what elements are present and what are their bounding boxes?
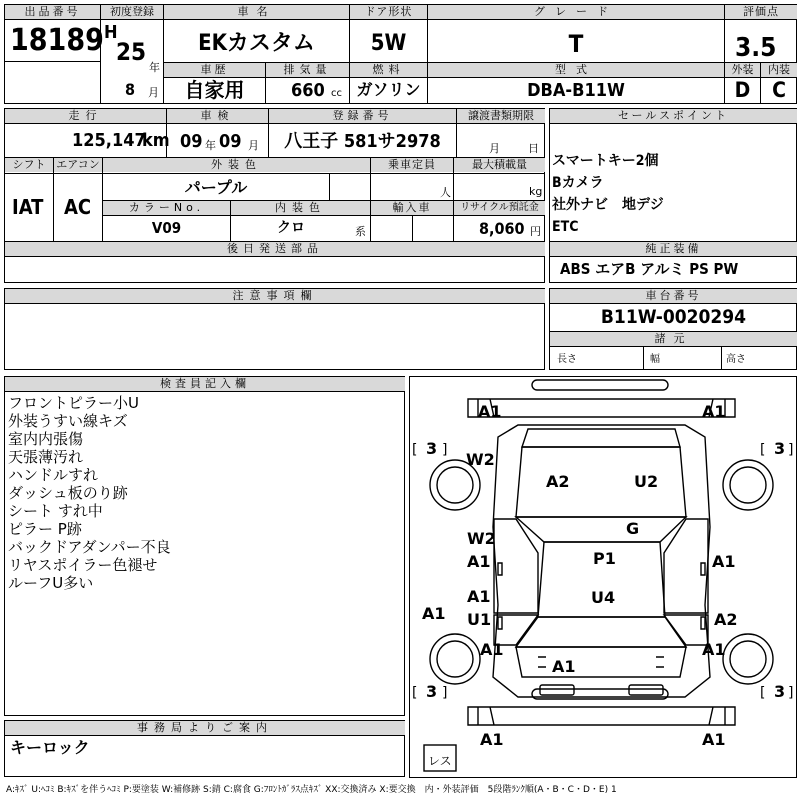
office-note: キーロック <box>10 738 90 757</box>
tail-lamp-left <box>540 685 574 695</box>
car-name: EKカスタム <box>198 31 315 56</box>
equipment: ABS エアB アルミ PS PW <box>560 260 739 278</box>
tire-front-right: 3 <box>774 439 786 458</box>
history: 自家用 <box>184 78 245 102</box>
dims-label: 諸元 <box>550 332 797 346</box>
rear-window <box>516 617 686 647</box>
tail-lamp-right <box>629 685 663 695</box>
tire-front-left: 3 <box>426 439 438 458</box>
mark-right-rear-a2: A2 <box>714 610 738 629</box>
notes-label: 注意事項欄 <box>5 289 545 303</box>
mark-front-right: A1 <box>702 402 726 421</box>
inspector-line: シート すれ中 <box>8 502 103 520</box>
interior-color-unit: 系 <box>355 225 366 238</box>
displacement-label: 排気量 <box>266 63 349 77</box>
inspector-line: 天張薄汚れ <box>8 448 84 466</box>
chassis-label: 車台番号 <box>550 289 797 303</box>
inspector-line: ダッシュ板のり跡 <box>8 484 128 502</box>
tire-bracket-left: [ <box>760 685 766 701</box>
interior-color-label: 内装色 <box>231 201 370 215</box>
color-number: V09 <box>151 219 182 237</box>
inspector-label: 検査員記入欄 <box>5 377 405 391</box>
sales-point-3: 社外ナビ 地デジ <box>552 197 664 213</box>
interior-grade: C <box>772 78 786 102</box>
inspector-line: ルーフU多い <box>8 574 94 592</box>
name-label: 車名 <box>164 5 349 19</box>
mark-rear-right: A1 <box>702 640 726 659</box>
mark-right-door-a1: A1 <box>712 552 736 571</box>
tire-rear-left: 3 <box>426 682 438 701</box>
mileage: 125,147 <box>72 130 146 151</box>
mark-rear-left: A1 <box>480 640 504 659</box>
mark-bumper-right: A1 <box>702 730 726 749</box>
sales-label: セールスポイント <box>550 109 797 123</box>
exterior-color: パープル <box>184 178 248 197</box>
inspection-month: 09 <box>219 131 242 152</box>
back-door <box>516 647 686 677</box>
tire-bracket-right: ] <box>442 442 448 458</box>
model-label: 型式 <box>428 63 724 77</box>
capacity-unit: 人 <box>440 186 451 199</box>
inspector-line: 外装うすい線キズ <box>8 412 128 430</box>
recycle-label: リサイクル預託金 <box>454 201 545 215</box>
inspector-notes <box>8 394 171 592</box>
left-front-door <box>494 519 538 613</box>
tire-rear-right: 3 <box>774 682 786 701</box>
transfer-label: 譲渡書類期限 <box>457 109 545 123</box>
inspection-label: 車検 <box>167 109 268 123</box>
shift-label: シフト <box>5 158 53 172</box>
mark-hood-a2: A2 <box>546 472 570 491</box>
sales-point-2: Bカメラ <box>552 175 604 191</box>
reg-year: 25 <box>116 38 147 66</box>
import-label: 輸入車 <box>371 201 453 215</box>
load-unit: kg <box>529 185 543 198</box>
height-label: 高さ <box>726 354 746 365</box>
inspector-line: 室内内張傷 <box>8 430 84 448</box>
tire-bracket-right: ] <box>788 442 793 458</box>
mark-left-sill: A1 <box>422 604 446 623</box>
inspection-year: 09 <box>180 131 203 152</box>
mark-hood-left: W2 <box>466 450 495 469</box>
later-parts-label: 後日発送部品 <box>5 242 545 256</box>
exterior-grade: D <box>734 78 751 102</box>
tire-bracket-left: [ <box>760 442 766 458</box>
sales-point-1: スマートキー2個 <box>552 153 659 169</box>
mark-bumper-left: A1 <box>480 730 504 749</box>
history-label: 車歴 <box>164 63 265 77</box>
equip-label: 純正装備 <box>550 242 797 256</box>
capacity-label: 乗車定員 <box>371 158 453 172</box>
exterior-label: 外装 <box>725 63 760 77</box>
recycle-unit: 円 <box>530 225 541 238</box>
displacement-unit: cc <box>331 88 342 99</box>
roof-bar-top <box>532 380 668 390</box>
mark-front-left: A1 <box>478 402 502 421</box>
grade: T <box>568 30 584 58</box>
length-label: 長さ <box>557 354 577 365</box>
grade-label: グレード <box>428 5 724 19</box>
month-unit: 月 <box>148 86 159 99</box>
colorno-label: カラーNo. <box>103 201 230 215</box>
year-unit: 年 <box>149 61 160 74</box>
interior-label: 内装 <box>761 63 797 77</box>
width-label: 幅 <box>650 354 660 365</box>
tire-bracket-right: ] <box>788 685 793 701</box>
inspector-line: ピラー P跡 <box>8 520 82 538</box>
transfer-day: 日 <box>528 142 539 155</box>
inspection-month-unit: 月 <box>248 139 259 152</box>
hub-icon <box>730 641 766 677</box>
door-type: 5W <box>370 31 407 56</box>
recycle-fee: 8,060 <box>479 219 525 238</box>
hub-icon <box>437 641 473 677</box>
hub-icon <box>437 467 473 503</box>
mark-back-door: A1 <box>552 657 576 676</box>
rear-bumper <box>468 707 735 725</box>
aircon: AC <box>64 195 92 219</box>
mileage-label: 走行 <box>5 109 166 123</box>
model-code: DBA-B11W <box>527 80 625 101</box>
tire-bracket-left: [ <box>412 442 418 458</box>
shift: IAT <box>12 195 44 219</box>
inspection-year-unit: 年 <box>205 139 216 152</box>
inspector-line: リヤスポイラー色褪せ <box>8 556 158 574</box>
lot-label: 出品番号 <box>5 5 100 19</box>
load-label: 最大積載量 <box>454 158 545 172</box>
color-label: 外装色 <box>103 158 370 172</box>
tire-bracket-left: [ <box>412 685 418 701</box>
inspector-line: ハンドルすれ <box>8 466 99 484</box>
fuel-label: 燃料 <box>350 63 427 77</box>
windshield <box>516 517 686 542</box>
mileage-unit: km <box>142 130 170 151</box>
office-label: 事務局よりご案内 <box>5 721 405 735</box>
sales-point-4: ETC <box>552 219 579 235</box>
lot-number: 18189 <box>10 23 104 58</box>
mark-hood-u2: U2 <box>634 472 659 491</box>
score-label: 評価点 <box>725 5 797 19</box>
mark-rear-door-u1: U1 <box>467 610 492 629</box>
chassis-number: B11W-0020294 <box>600 306 747 328</box>
mark-roof-u4: U4 <box>591 588 616 607</box>
era: H <box>104 22 118 43</box>
inspector-line: フロントピラー小U <box>8 394 139 412</box>
tire-bracket-right: ] <box>442 685 448 701</box>
hood <box>516 447 686 517</box>
mark-left-door-w2: W2 <box>467 529 496 548</box>
mark-rear-door-a1: A1 <box>467 587 491 606</box>
plate-label: 登録番号 <box>269 109 456 123</box>
mark-glass: G <box>626 519 640 538</box>
reg-month: 8 <box>125 80 136 99</box>
front-grille <box>522 429 680 447</box>
spare-tire-label: レス <box>428 754 452 768</box>
legend: A:ｷｽﾞ U:ﾍｺﾐ B:ｷｽﾞを伴うﾍｺﾐ P:要塗装 W:補修跡 S:錆 C:腐食 G:ﾌﾛﾝﾄｶﾞﾗｽ点ｷｽﾞ XX:交換済み X:要交換 内・外装評価 5段階ﾗﾝｸ順(A・B・C・D・E) 1 <box>6 785 617 795</box>
ac-label: エアコン <box>54 158 102 172</box>
mark-roof-p1: P1 <box>593 549 616 568</box>
front-bumper <box>468 399 735 417</box>
transfer-month: 月 <box>489 142 500 155</box>
door-label: ドア形状 <box>350 5 427 19</box>
mark-left-door-a1: A1 <box>467 552 491 571</box>
displacement: 660 <box>291 80 325 101</box>
plate-number: 八王子 581サ2978 <box>284 131 441 152</box>
interior-color: クロ <box>277 220 305 236</box>
car-damage-diagram <box>410 377 793 777</box>
inspector-line: バックドアダンパー不良 <box>8 538 171 556</box>
score: 3.5 <box>735 33 777 63</box>
fuel: ガソリン <box>356 80 421 99</box>
first-reg-label: 初度登録 <box>101 5 163 19</box>
hub-icon <box>730 467 766 503</box>
